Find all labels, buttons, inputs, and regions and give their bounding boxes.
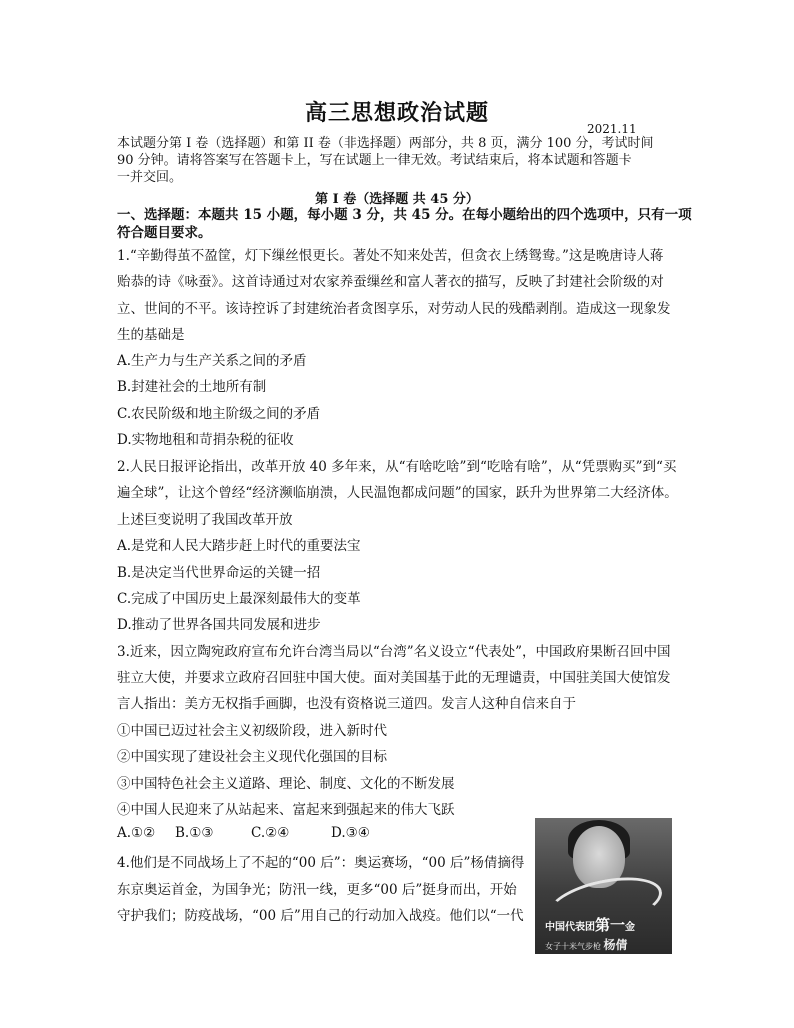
photo-banner-prefix: 中国代表团	[545, 922, 595, 933]
q1-option-a: A.生产力与生产关系之间的矛盾	[117, 353, 307, 369]
photo-banner	[545, 914, 635, 935]
instruction-line: 一并交回。	[117, 170, 183, 185]
q2-option-b: B.是决定当代世界命运的关键一招	[117, 565, 321, 581]
q3-options	[117, 825, 370, 841]
q4-stem-line: 4.他们是不同战场上了不起的“00 后”：奥运赛场，“00 后”杨倩摘得	[117, 855, 525, 871]
photo-banner-suffix: 金	[625, 922, 636, 933]
q3-statement: ②中国实现了建设社会主义现代化强国的目标	[117, 749, 387, 765]
instruction-line: 本试题分第 I 卷（选择题）和第 II 卷（非选择题）两部分，共 8 页，满分 100 分，考试时间	[117, 136, 654, 151]
q1-stem-line: 贻恭的诗《咏蚕》。这首诗通过对农家养蚕缫丝和富人著衣的描写，反映了封建社会阶级的对	[117, 274, 664, 290]
q3-stem-line: 驻立大使，并要求立政府召回驻中国大使。面对美国基于此的无理谴责，中国驻美国大使馆发	[117, 670, 671, 686]
q2-stem-line: 上述巨变说明了我国改革开放	[117, 512, 293, 528]
q2-stem-line: 2.人民日报评论指出，改革开放 40 多年来，从“有啥吃啥”到“吃啥有啥”，从“凭票购买”到“买	[117, 459, 677, 475]
q2-option-d: D.推动了世界各国共同发展和进步	[117, 617, 321, 633]
q1-option-d: D.实物地租和苛捐杂税的征收	[117, 432, 294, 448]
q3-option-a: A.①②	[117, 825, 156, 841]
olympic-champion-photo	[535, 818, 672, 954]
q3-option-d: D.③④	[331, 825, 370, 841]
q3-option-c: C.②④	[251, 825, 290, 841]
q3-option-b: B.①③	[175, 825, 214, 841]
q1-stem-line: 立、世间的不平。该诗控诉了封建统治者贪图享乐，对劳动人民的残酷剥削。造成这一现象发	[117, 301, 671, 317]
photo-caption	[545, 936, 628, 953]
photo-caption-event: 女子十米气步枪	[545, 942, 601, 951]
section-heading-line: 一、选择题：本题共 15 小题，每小题 3 分，共 45 分。在每小题给出的四个选项中，只有一项	[117, 207, 692, 223]
q1-stem-line: 生的基础是	[117, 327, 185, 343]
photo-caption-name: 杨倩	[603, 938, 628, 952]
q1-option-c: C.农民阶级和地主阶级之间的矛盾	[117, 406, 321, 422]
exam-date: 2021.11	[587, 122, 637, 136]
q4-stem-line: 守护我们；防疫战场，“00 后”用自己的行动加入战疫。他们以“一代	[117, 908, 524, 924]
q3-stem-line: 言人指出：美方无权指手画脚，也没有资格说三道四。发言人这种自信来自于	[117, 696, 576, 712]
instruction-line: 90 分钟。请将答案写在答题卡上，写在试题上一律无效。考试结束后，将本试题和答题卡	[117, 153, 632, 168]
section-heading-line: 符合题目要求。	[117, 225, 212, 241]
photo-banner-big: 第一	[595, 916, 626, 934]
q1-option-b: B.封建社会的土地所有制	[117, 379, 267, 395]
q1-stem-line: 1.“辛勤得茧不盈筐，灯下缫丝恨更长。著处不知来处苦，但贪衣上绣鸳鸯。”这是晚唐诗人蒋	[117, 248, 664, 264]
q2-stem-line: 遍全球”，让这个曾经“经济濒临崩溃，人民温饱都成问题”的国家，跃升为世界第二大经济体。	[117, 485, 678, 501]
exam-title: 高三思想政治试题	[304, 100, 489, 126]
part-one-title: 第 I 卷（选择题 共 45 分）	[315, 192, 479, 207]
q3-stem-line: 3.近来，因立陶宛政府宣布允许台湾当局以“台湾”名义设立“代表处”，中国政府果断召回中国	[117, 644, 671, 660]
section-heading	[117, 206, 697, 242]
q3-statement: ④中国人民迎来了从站起来、富起来到强起来的伟大飞跃	[117, 802, 455, 818]
q2-option-a: A.是党和人民大踏步赶上时代的重要法宝	[117, 538, 361, 554]
q4-stem-line: 东京奥运首金，为国争光；防汛一线，更多“00 后”挺身而出，开始	[117, 882, 517, 898]
q3-statement: ①中国已迈过社会主义初级阶段，进入新时代	[117, 723, 387, 739]
exam-instructions	[117, 135, 677, 186]
q2-option-c: C.完成了中国历史上最深刻最伟大的变革	[117, 591, 361, 607]
q3-statement: ③中国特色社会主义道路、理论、制度、文化的不断发展	[117, 776, 455, 792]
